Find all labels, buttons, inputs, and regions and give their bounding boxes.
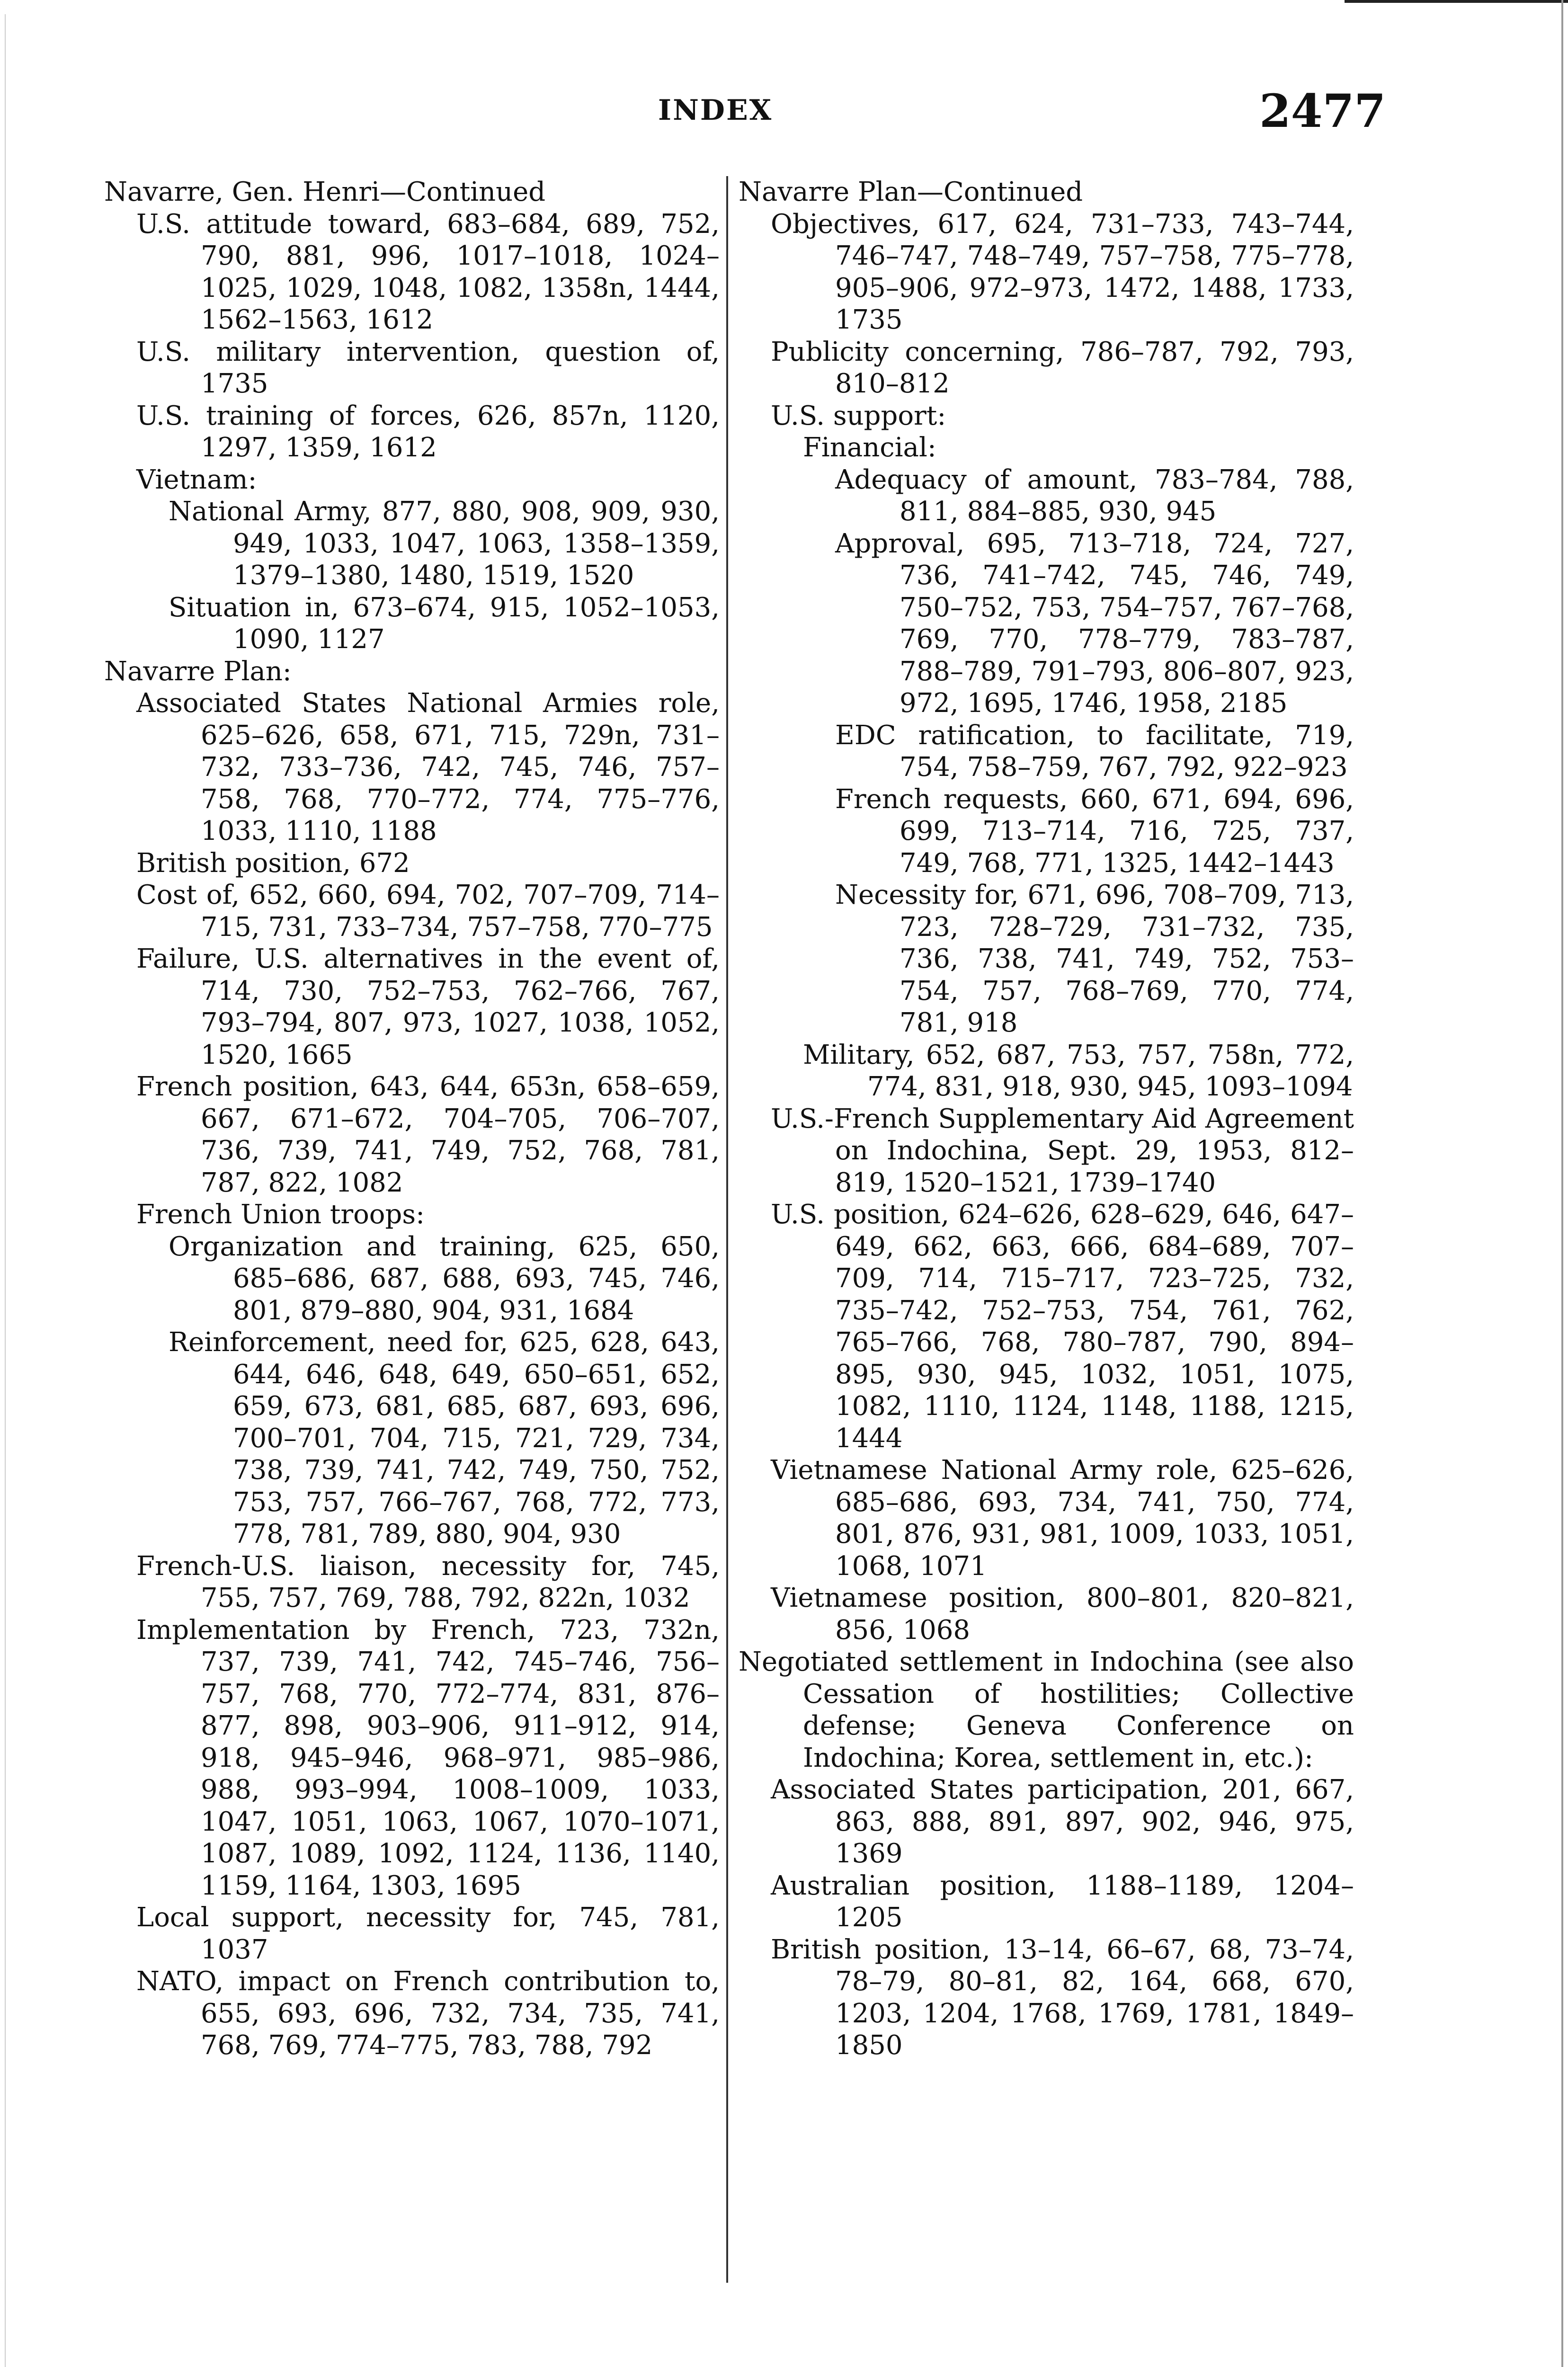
- index-subentry: Australian position, 1188–1189, 1204–1205: [771, 1870, 1354, 1933]
- index-subentry: French Union troops:: [136, 1199, 425, 1230]
- right-column: [739, 176, 1354, 2062]
- index-subentry: British position, 672: [136, 847, 410, 879]
- index-subsubsubentry: Adequacy of amount, 783–784, 788, 811, 884–885, 930, 945: [835, 464, 1354, 527]
- index-subentry: U.S. training of forces, 626, 857n, 1120, 1297, 1359, 1612: [136, 400, 720, 463]
- index-subentry: Implementation by French, 723, 732n, 737, 739, 741, 742, 745–746, 756–757, 768, 770, 772–774, 831, 876–877, 898, 903–906, 911–912, 914, 918, 945–946, 968–971, 985–986, 988, 993–994, 1008–1009, 1033, 1047, 1051, 1063, 1067, 1070–1071, 1087, 1089, 1092, 1124, 1136, 1140, 1159, 1164, 1303, 1695: [136, 1614, 720, 1901]
- index-subentry: British position, 13–14, 66–67, 68, 73–74, 78–79, 80–81, 82, 164, 668, 670, 1203, 1204, 1768, 1769, 1781, 1849–1850: [771, 1934, 1354, 2061]
- left-edge-rule: [5, 14, 6, 2367]
- index-subentry: Objectives, 617, 624, 731–733, 743–744, 746–747, 748–749, 757–758, 775–778, 905–906, 972–973, 1472, 1488, 1733, 1735: [771, 208, 1354, 335]
- index-subsubentry: Organization and training, 625, 650, 685–686, 687, 688, 693, 745, 746, 801, 879–880, 904, 931, 1684: [169, 1231, 720, 1326]
- page-number: 2477: [1259, 84, 1386, 138]
- page-title: INDEX: [658, 94, 773, 127]
- column-divider: [726, 176, 728, 2283]
- index-subentry: Associated States participation, 201, 667, 863, 888, 891, 897, 902, 946, 975, 1369: [771, 1774, 1354, 1869]
- index-subentry: Cost of, 652, 660, 694, 702, 707–709, 714–715, 731, 733–734, 757–758, 770–775: [136, 880, 720, 943]
- index-subentry: U.S. support:: [771, 400, 946, 431]
- index-subentry: Publicity concerning, 786–787, 792, 793, 810–812: [771, 336, 1354, 399]
- index-subsubsubentry: French requests, 660, 671, 694, 696, 699, 713–714, 716, 725, 737, 749, 768, 771, 1325, 1442–1443: [835, 783, 1354, 879]
- index-subsubentry: Situation in, 673–674, 915, 1052–1053, 1090, 1127: [169, 592, 720, 655]
- index-subsubentry: Military, 652, 687, 753, 757, 758n, 772, 774, 831, 918, 930, 945, 1093–1094: [803, 1039, 1354, 1102]
- index-subentry: Vietnamese National Army role, 625–626, 685–686, 693, 734, 741, 750, 774, 801, 876, 931, 981, 1009, 1033, 1051, 1068, 1071: [771, 1455, 1354, 1582]
- index-subentry: NATO, impact on French contribution to, 655, 693, 696, 732, 734, 735, 741, 768, 769, 774–775, 783, 788, 792: [136, 1966, 720, 2061]
- index-subsubentry: Reinforcement, need for, 625, 628, 643, 644, 646, 648, 649, 650–651, 652, 659, 673, 681, 685, 687, 693, 696, 700–701, 704, 715, 721, 729, 734, 738, 739, 741, 742, 749, 750, 752, 753, 757, 766–767, 768, 772, 773, 778, 781, 789, 880, 904, 930: [169, 1327, 720, 1549]
- index-subentry: French position, 643, 644, 653n, 658–659, 667, 671–672, 704–705, 706–707, 736, 739, 741, 749, 752, 768, 781, 787, 822, 1082: [136, 1071, 720, 1198]
- index-subsubsubentry: EDC ratification, to facilitate, 719, 754, 758–759, 767, 792, 922–923: [835, 720, 1354, 783]
- index-subsubentry: Financial:: [803, 432, 936, 463]
- index-subentry: Failure, U.S. alternatives in the event of, 714, 730, 752–753, 762–766, 767, 793–794, 807, 973, 1027, 1038, 1052, 1520, 1665: [136, 943, 720, 1070]
- top-edge-rule: [1345, 0, 1568, 3]
- index-subentry: U.S.-French Supplementary Aid Agreement on Indochina, Sept. 29, 1953, 812–819, 1520–1521, 1739–1740: [771, 1103, 1354, 1198]
- index-subentry: Vietnam:: [136, 464, 257, 495]
- index-subsubsubentry: Necessity for, 671, 696, 708–709, 713, 723, 728–729, 731–732, 735, 736, 738, 741, 749, 752, 753–754, 757, 768–769, 770, 774, 781, 918: [835, 880, 1354, 1038]
- index-subentry: French-U.S. liaison, necessity for, 745, 755, 757, 769, 788, 792, 822n, 1032: [136, 1550, 720, 1613]
- index-entry: Navarre Plan—Continued: [739, 177, 1083, 207]
- right-edge-rule: [1561, 0, 1563, 2367]
- index-subentry: Local support, necessity for, 745, 781, 1037: [136, 1902, 720, 1965]
- index-subsubsubentry: Approval, 695, 713–718, 724, 727, 736, 741–742, 745, 746, 749, 750–752, 753, 754–757, 767–768, 769, 770, 778–779, 783–787, 788–789, 791–793, 806–807, 923, 972, 1695, 1746, 1958, 2185: [835, 528, 1354, 719]
- index-entry: Navarre, Gen. Henri—Continued: [104, 177, 546, 207]
- index-subentry: Associated States National Armies role, 625–626, 658, 671, 715, 729n, 731–732, 733–736, 742, 745, 746, 757–758, 768, 770–772, 774, 775–776, 1033, 1110, 1188: [136, 688, 720, 846]
- index-entry: Negotiated settlement in Indochina (see also Cessation of hostilities; Collective defense; Geneva Conference on Indochina; Korea, settlement in, etc.):: [739, 1646, 1354, 1773]
- index-subentry: U.S. military intervention, question of, 1735: [136, 336, 720, 399]
- index-subsubentry: National Army, 877, 880, 908, 909, 930, 949, 1033, 1047, 1063, 1358–1359, 1379–1380, 1480, 1519, 1520: [169, 496, 720, 591]
- index-subentry: U.S. position, 624–626, 628–629, 646, 647–649, 662, 663, 666, 684–689, 707–709, 714, 715–717, 723–725, 732, 735–742, 752–753, 754, 761, 762, 765–766, 768, 780–787, 790, 894–895, 930, 945, 1032, 1051, 1075, 1082, 1110, 1124, 1148, 1188, 1215, 1444: [771, 1199, 1354, 1454]
- index-subentry: Vietnamese position, 800–801, 820–821, 856, 1068: [771, 1583, 1354, 1646]
- left-column: [104, 176, 720, 2062]
- index-subentry: U.S. attitude toward, 683–684, 689, 752, 790, 881, 996, 1017–1018, 1024–1025, 1029, 1048, 1082, 1358n, 1444, 1562–1563, 1612: [136, 208, 720, 335]
- index-entry: Navarre Plan:: [104, 656, 292, 687]
